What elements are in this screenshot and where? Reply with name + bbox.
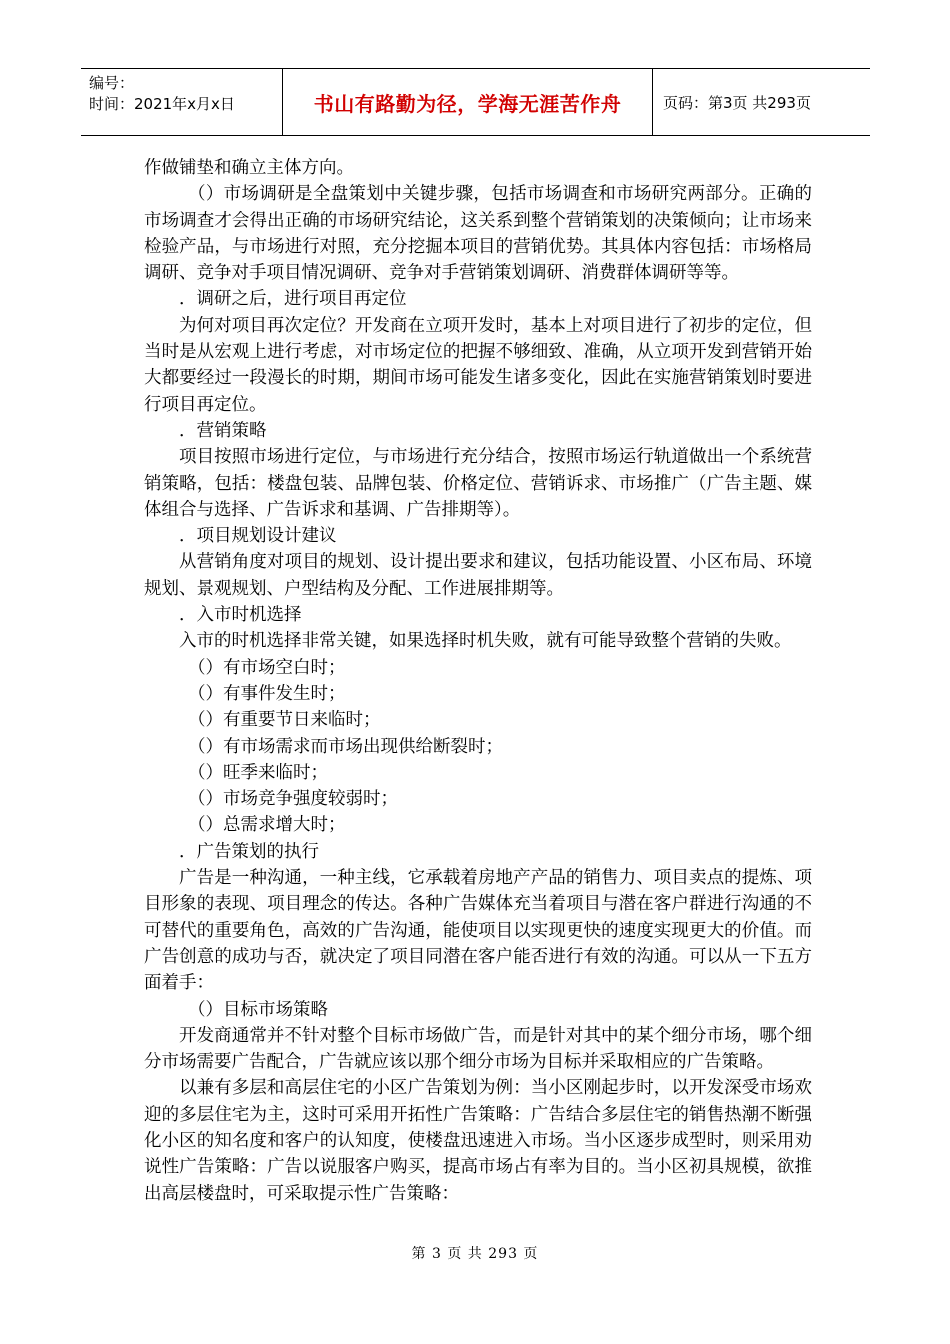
paragraph: 项目按照市场进行定位，与市场进行充分结合，按照市场运行轨道做出一个系统营销策略，包括：楼盘包装、品牌包装、价格定位、营销诉求、市场推广（广告主题、媒体组合与选择、广告诉求和基调、广告排期等）。 bbox=[144, 447, 812, 520]
list-item: （）有事件发生时； bbox=[188, 683, 346, 704]
paragraph: 从营销角度对项目的规划、设计提出要求和建议，包括功能设置、小区布局、环境规划、景观规划、户型结构及分配、工作进展排期等。 bbox=[144, 552, 812, 599]
list-item: （）有市场需求而市场出现供给断裂时； bbox=[188, 736, 503, 757]
section-heading: ．入市时机选择 bbox=[179, 605, 302, 626]
page-footer: 第 3 页 共 293 页 bbox=[411, 1246, 539, 1262]
paragraph: 入市的时机选择非常关键，如果选择时机失败，就有可能导致整个营销的失败。 bbox=[179, 631, 792, 652]
section-heading: ．调研之后，进行项目再定位 bbox=[179, 289, 407, 310]
list-item: （）总需求增大时； bbox=[188, 815, 346, 836]
section-heading: ．营销策略 bbox=[179, 420, 267, 441]
section-heading: ．项目规划设计建议 bbox=[179, 526, 337, 547]
document-date: 时间：2021年x月x日 bbox=[89, 95, 235, 113]
document-number-label: 编号： bbox=[89, 74, 135, 92]
header-left-cell bbox=[81, 69, 283, 135]
list-item: （）市场竞争强度较弱时； bbox=[188, 789, 398, 810]
paragraph: 开发商通常并不针对整个目标市场做广告，而是针对其中的某个细分市场，哪个细分市场需要广告配合，广告就应该以那个细分市场为目标并采取相应的广告策略。 bbox=[144, 1025, 812, 1073]
document-body bbox=[144, 155, 812, 1207]
paragraph: 广告是一种沟通，一种主线，它承载着房地产产品的销售力、项目卖点的提炼、项目形象的表现、项目理念的传达。各种广告媒体充当着项目与潜在客户群进行沟通的不可替代的重要角色，高效的广告沟通，能使项目以实现更快的速度实现更大的价值。而广告创意的成功与否，就决定了项目同潜在客户能否进行有效的沟通。可以从一下五方面着手： bbox=[144, 868, 812, 994]
list-item: （）有市场空白时； bbox=[188, 657, 346, 678]
paragraph: （）市场调研是全盘策划中关键步骤，包括市场调查和市场研究两部分。正确的市场调查才会得出正确的市场研究结论，这关系到整个营销策划的决策倾向；让市场来检验产品，与市场进行对照，充分挖掘本项目的营销优势。其具体内容包括：市场格局调研、竞争对手项目情况调研、竞争对手营销策划调研、消费群体调研等等。 bbox=[144, 184, 812, 284]
subsection-heading: （）目标市场策略 bbox=[188, 999, 328, 1020]
paragraph: 作做铺垫和确立主体方向。 bbox=[144, 158, 354, 178]
section-heading: ．广告策划的执行 bbox=[179, 841, 319, 862]
header-motto: 书山有路勤为径，学海无涯苦作舟 bbox=[283, 69, 653, 135]
list-item: （）旺季来临时； bbox=[188, 762, 328, 783]
page-header bbox=[81, 68, 870, 136]
paragraph: 为何对项目再次定位？开发商在立项开发时，基本上对项目进行了初步的定位，但当时是从宏观上进行考虑，对市场定位的把握不够细致、准确，从立项开发到营销开始大都要经过一段漫长的时期，期间市场可能发生诸多变化，因此在实施营销策划时要进行项目再定位。 bbox=[144, 315, 812, 415]
list-item: （）有重要节日来临时； bbox=[188, 710, 381, 731]
paragraph: 以兼有多层和高层住宅的小区广告策划为例：当小区刚起步时，以开发深受市场欢迎的多层住宅为主，这时可采用开拓性广告策略：广告结合多层住宅的销售热潮不断强化小区的知名度和客户的认知度，使楼盘迅速进入市场。当小区逐步成型时，则采用劝说性广告策略：广告以说服客户购买，提高市场占有率为目的。当小区初具规模，欲推出高层楼盘时，可采取提示性广告策略： bbox=[144, 1078, 812, 1204]
header-page-info: 页码：第3页 共293页 bbox=[663, 93, 811, 112]
